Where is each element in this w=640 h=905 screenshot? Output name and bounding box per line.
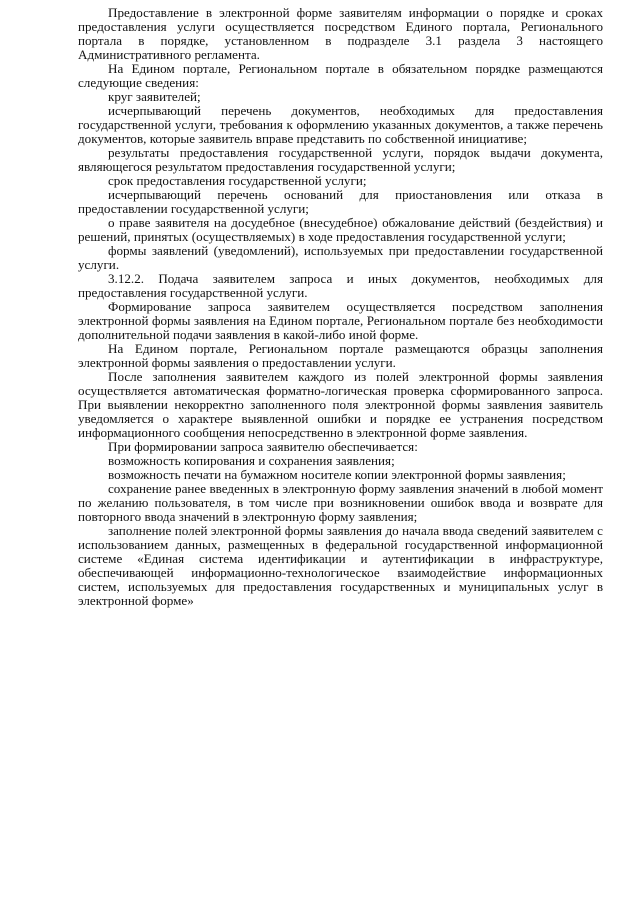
- list-item-autofill: заполнение полей электронной формы заявления до начала ввода сведений заявителем с использованием данных, размещенных в федеральной государственной информационной системе «Единая система идентификации и аутентификации в инфраструктуре, обеспечивающей информационно-технологическое взаимодействие информационных систем, используемых для предоставления государственных и муниципальных услуг в электронной форме»: [78, 523, 603, 608]
- list-item-results: результаты предоставления государственной услуги, порядок выдачи документа, являющегося результатом предоставления государственной услуги;: [78, 145, 603, 174]
- section-heading-3-12-2: 3.12.2. Подача заявителем запроса и иных документов, необходимых для предоставления государственной услуги.: [78, 271, 603, 300]
- list-item-print: возможность печати на бумажном носителе копии электронной формы заявления;: [108, 467, 566, 482]
- list-item-forms: формы заявлений (уведомлений), используемых при предоставлении государственной услуги.: [78, 243, 603, 272]
- list-item-copy-save: возможность копирования и сохранения заявления;: [108, 453, 395, 468]
- list-item-term: срок предоставления государственной услуги;: [108, 173, 367, 188]
- document-page: [78, 6, 603, 608]
- list-item-applicants: круг заявителей;: [108, 89, 201, 104]
- list-item-appeal-right: о праве заявителя на досудебное (внесудебное) обжалование действий (бездействия) и решений, принятых (осуществляемых) в ходе предоставления государственной услуги;: [78, 215, 603, 244]
- paragraph-info-provision: Предоставление в электронной форме заявителям информации о порядке и сроках предоставления услуги осуществляется посредством Единого портала, Регионального портала в порядке, установленном в подразделе 3.1 раздела 3 настоящего Административного регламента.: [78, 5, 603, 62]
- paragraph-provisions-intro: При формировании запроса заявителю обеспечивается:: [108, 439, 418, 454]
- paragraph-validation: После заполнения заявителем каждого из полей электронной формы заявления осуществляется автоматическая форматно-логическая проверка сформированного запроса. При выявлении некорректно заполненного поля электронной формы заявления заявитель уведомляется о характере выявленной ошибки и порядке ее устранения посредством информационного сообщения непосредственно в электронной форме заявления.: [78, 369, 603, 440]
- paragraph-portal-info-intro: На Едином портале, Региональном портале в обязательном порядке размещаются следующие сведения:: [78, 61, 603, 90]
- list-item-save-values: сохранение ранее введенных в электронную форму заявления значений в любой момент по желанию пользователя, в том числе при возникновении ошибок ввода и возврате для повторного ввода значений в электронную форму заявления;: [78, 481, 603, 524]
- list-item-documents: исчерпывающий перечень документов, необходимых для предоставления государственной услуги, требования к оформлению указанных документов, а также перечень документов, которые заявитель вправе представить по собственной инициативе;: [78, 103, 603, 146]
- paragraph-samples: На Едином портале, Региональном портале размещаются образцы заполнения электронной формы заявления о предоставлении услуги.: [78, 341, 603, 370]
- paragraph-request-formation: Формирование запроса заявителем осуществляется посредством заполнения электронной формы заявления на Едином портале, Региональном портале без необходимости дополнительной подачи заявления в какой-либо иной форме.: [78, 299, 603, 342]
- list-item-grounds: исчерпывающий перечень оснований для приостановления или отказа в предоставлении государственной услуги;: [78, 187, 603, 216]
